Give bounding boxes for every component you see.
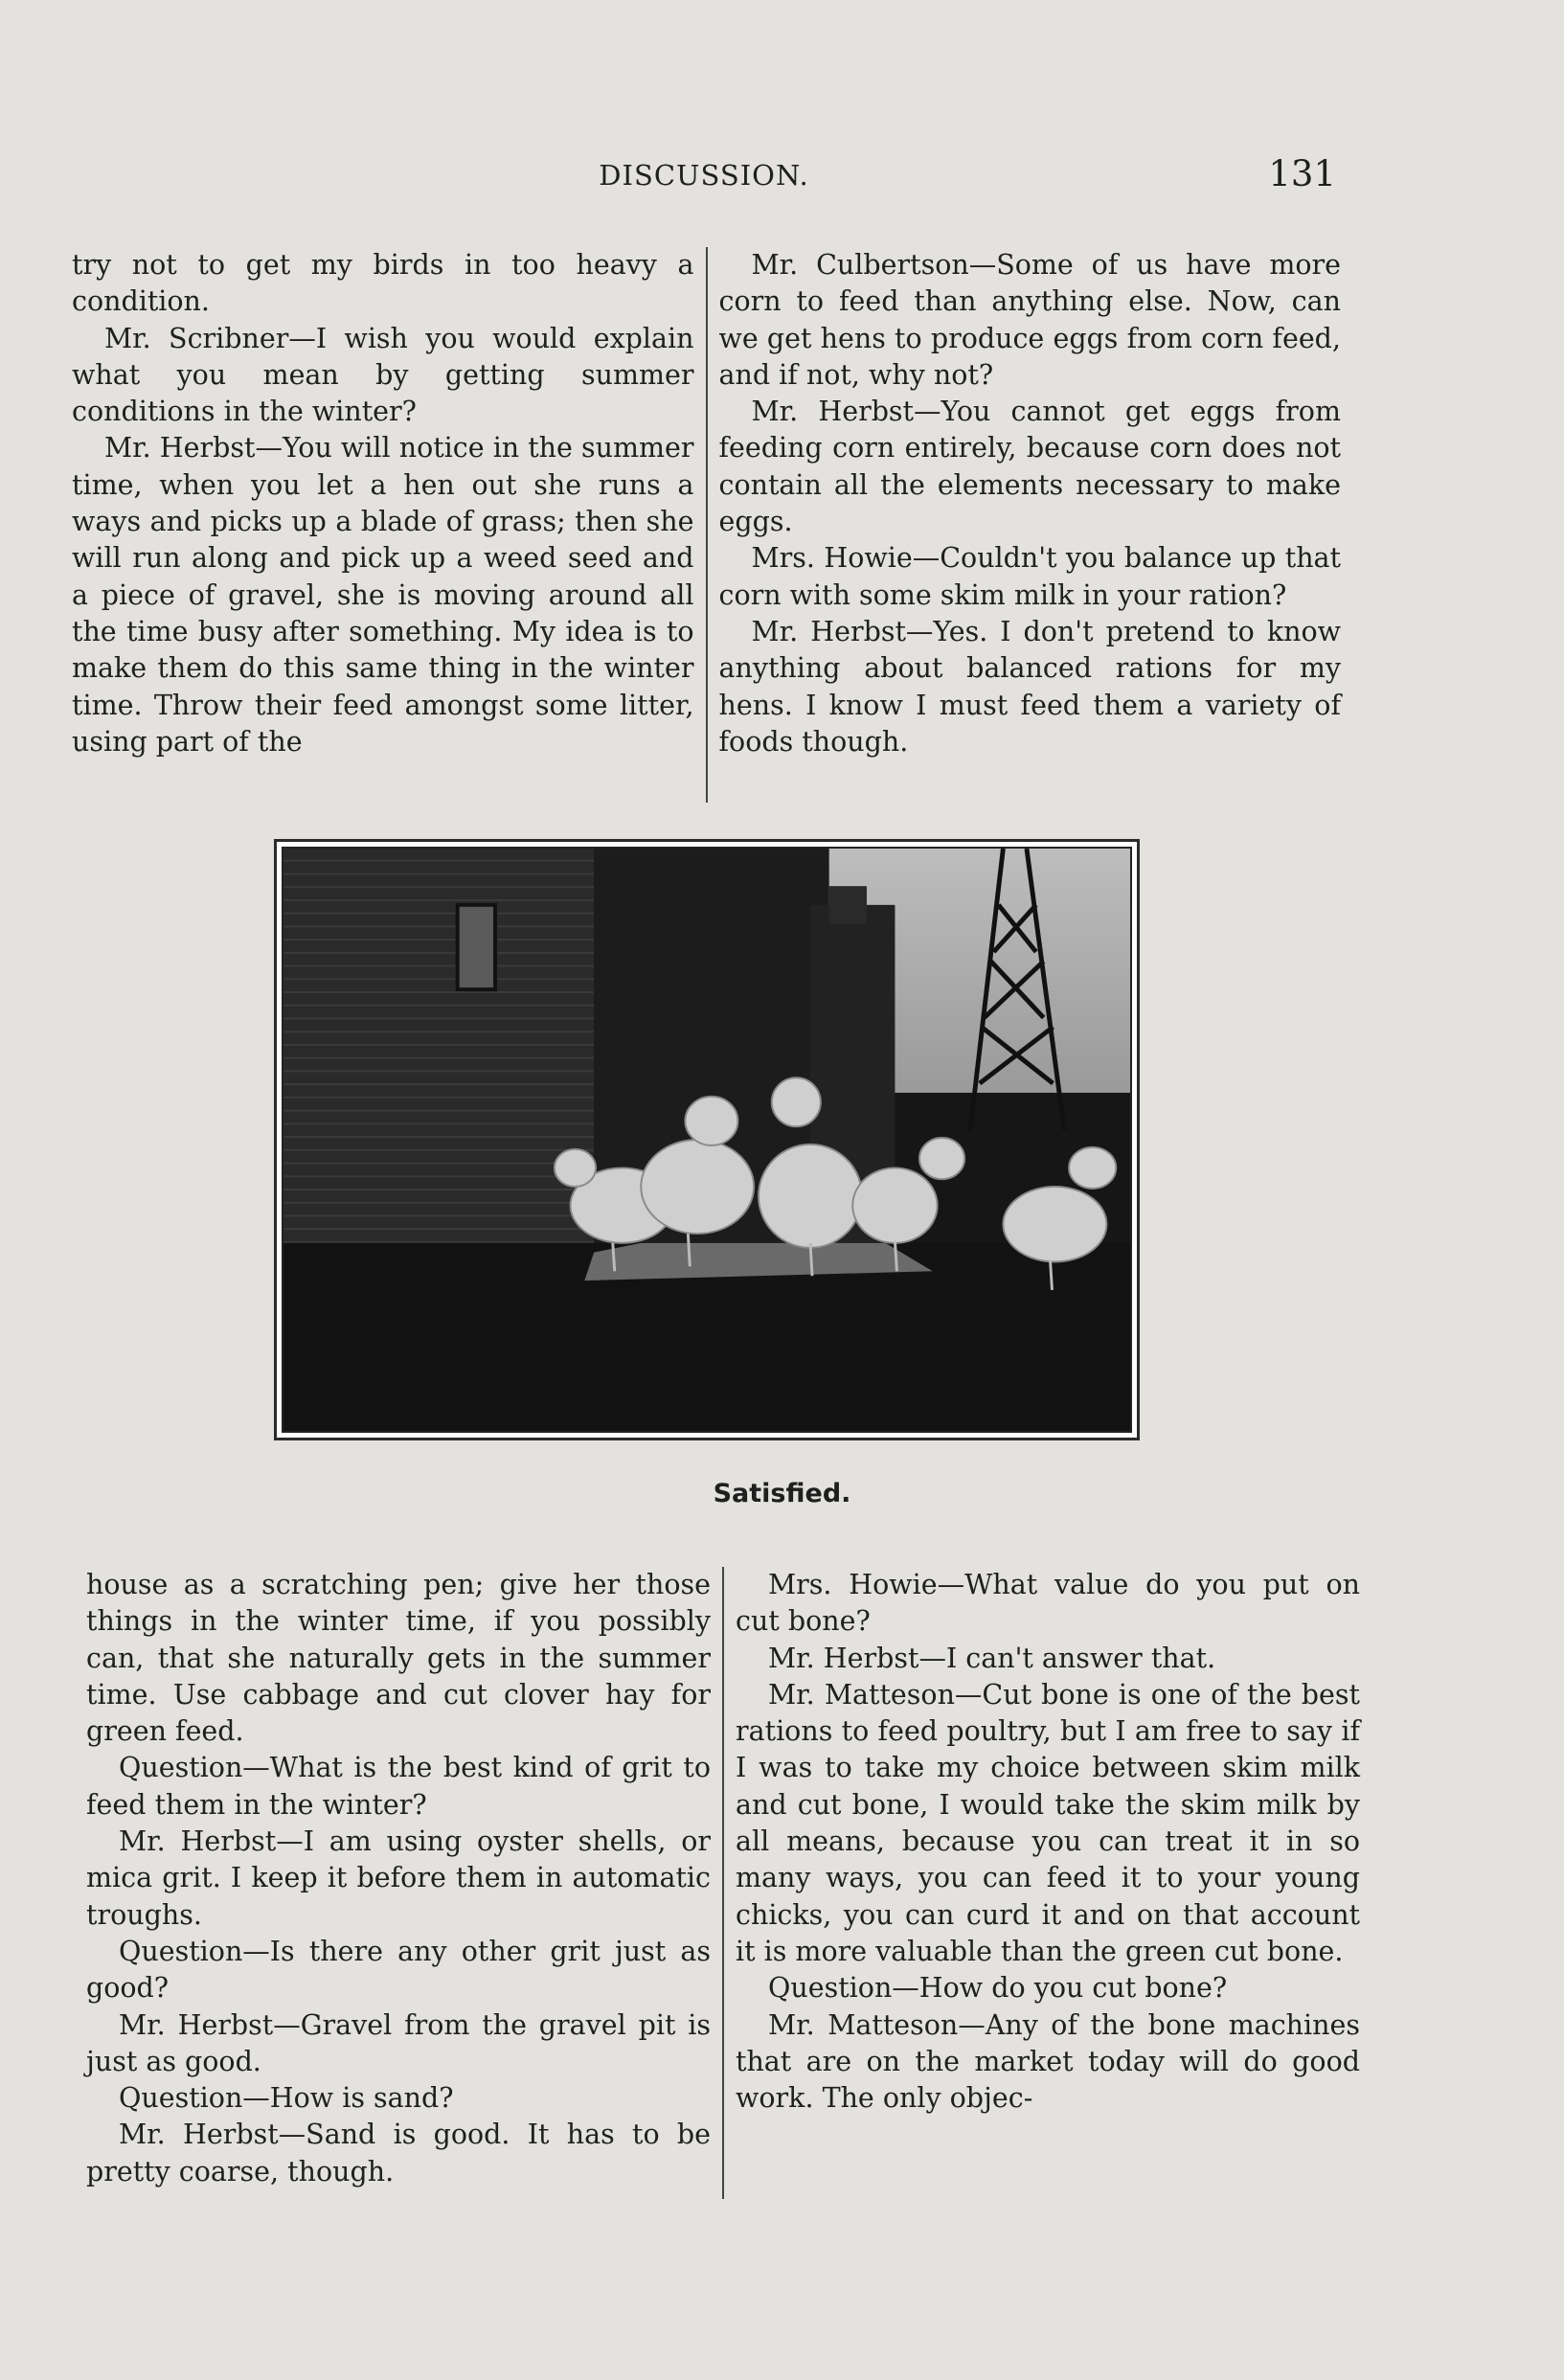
paragraph: try not to get my birds in too heavy a condition. bbox=[72, 249, 694, 318]
paragraph: Question—What is the best kind of grit to feed them in the winter? bbox=[86, 1752, 711, 1821]
paragraph: house as a scratching pen; give her those things in the winter time, if you possibly can, that she naturally gets in the summer time. Use cabbage and cut clover hay for green feed. bbox=[86, 1569, 711, 1748]
paragraph: Mr. Matteson—Any of the bone machines that are on the market today will do good work. The only objec- bbox=[736, 2008, 1360, 2115]
paragraph: Mr. Herbst—I can't answer that. bbox=[768, 1642, 1216, 1674]
bottom-left-column bbox=[86, 1567, 711, 2199]
column-rule bbox=[706, 247, 708, 803]
paragraph: Mr. Herbst—You cannot get eggs from feeding corn entirely, because corn does not contain all the elements necessary to make eggs. bbox=[718, 396, 1341, 538]
top-text-columns bbox=[72, 247, 1341, 803]
paragraph: Mr. Matteson—Cut bone is one of the best rations to feed poultry, but I am free to say if I was to take my choice between skim milk and cut bone, I would take the skim milk by all means, because you can treat it in so many ways, you can feed it to your young chicks, you can curd it and on that account it is more valuable than the green cut bone. bbox=[736, 1678, 1360, 1967]
poultry-photograph bbox=[274, 839, 1140, 1440]
photo-image bbox=[282, 847, 1132, 1433]
paragraph: Mr. Herbst—Sand is good. It has to be pretty coarse, though. bbox=[86, 2119, 711, 2187]
bottom-text-columns bbox=[86, 1567, 1360, 2199]
paragraph: Mrs. Howie—Couldn't you balance up that corn with some skim milk in your ration? bbox=[718, 542, 1341, 611]
top-left-column bbox=[72, 247, 694, 803]
page-header bbox=[72, 153, 1336, 201]
paragraph: Question—How do you cut bone? bbox=[768, 1972, 1228, 2005]
paragraph: Mr. Herbst—Yes. I don't pretend to know anything about balanced rations for my hens. I know I must feed them a variety of foods though. bbox=[718, 615, 1341, 758]
figure-caption: Satisfied. bbox=[713, 1479, 851, 1508]
bottom-right-column bbox=[736, 1567, 1360, 2199]
paragraph: Mr. Herbst—You will notice in the summer time, when you let a hen out she runs a ways and picks up a blade of grass; then she will run along and pick up a weed seed and a piece of gravel, she is moving around all the time busy after something. My idea is to make them do this same thing in the winter time. Throw their feed amongst some litter, using part of the bbox=[72, 432, 694, 758]
paragraph: Question—Is there any other grit just as good? bbox=[86, 1935, 711, 2005]
paragraph: Mr. Culbertson—Some of us have more corn to feed than anything else. Now, can we get hens to produce eggs from corn feed, and if not, why not? bbox=[718, 249, 1341, 391]
paragraph: Question—How is sand? bbox=[119, 2082, 454, 2115]
paragraph: Mr. Herbst—I am using oyster shells, or mica grit. I keep it before them in automatic troughs. bbox=[86, 1825, 711, 1931]
column-rule bbox=[722, 1567, 724, 2199]
paragraph: Mr. Herbst—Gravel from the gravel pit is just as good. bbox=[86, 2008, 711, 2077]
running-head: DISCUSSION. bbox=[599, 159, 809, 192]
top-right-column bbox=[719, 247, 1342, 803]
page-number: 131 bbox=[1268, 153, 1336, 194]
paragraph: Mrs. Howie—What value do you put on cut bone? bbox=[736, 1569, 1360, 1638]
paragraph: Mr. Scribner—I wish you would explain what you mean by getting summer conditions in the winter? bbox=[72, 322, 694, 428]
